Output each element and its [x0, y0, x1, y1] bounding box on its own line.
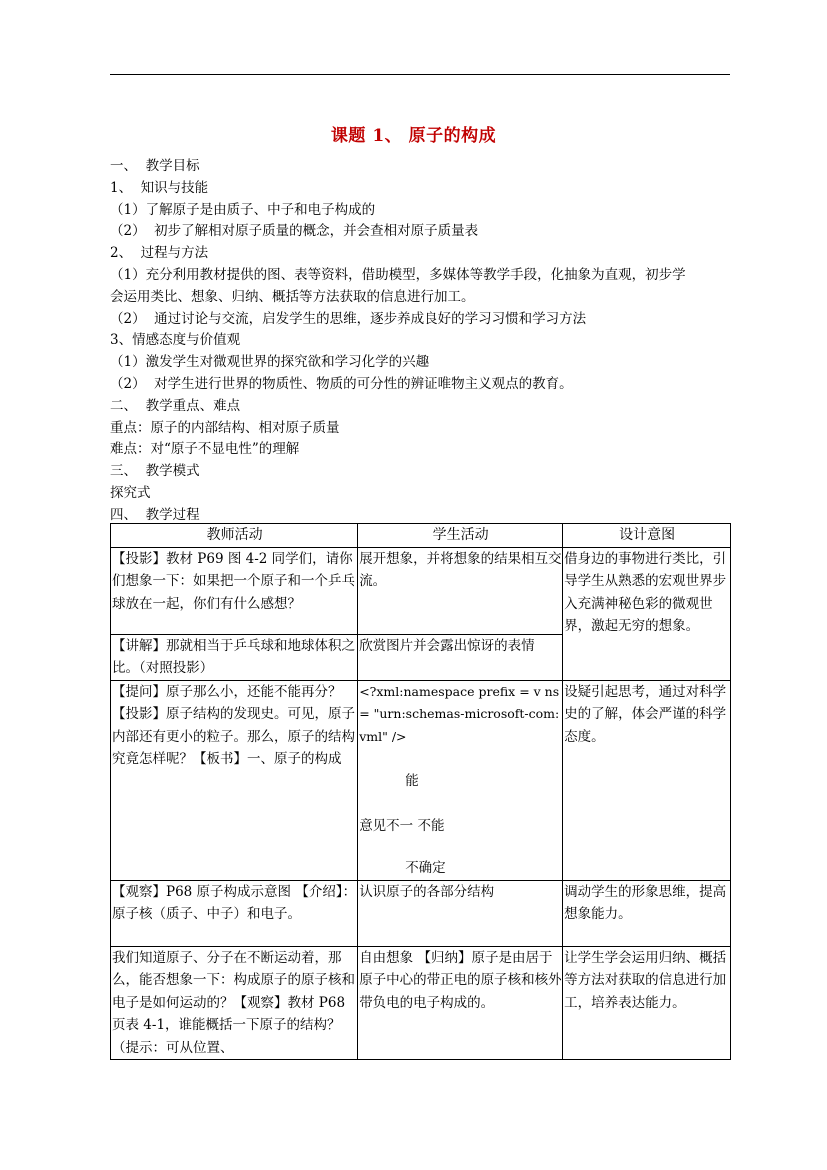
header-teacher: 教师活动 [111, 524, 358, 548]
text-line: 探究式 [110, 484, 151, 501]
cell-student: 展开想象，并将想象的结果相互交流。 [358, 547, 563, 634]
option-unsure: 不确定 [405, 860, 446, 876]
text-line: 二、 教学重点、难点 [110, 397, 241, 414]
cell-design: 设疑引起思考，通过对科学史的了解，体会严谨的科学态度。 [563, 680, 731, 880]
text-line: 一、 教学目标 [110, 158, 200, 174]
table-row [111, 946, 731, 1060]
text-line: 会运用类比、想象、归纳、概括等方法获取的信息进行加工。 [110, 288, 475, 305]
text-line: （1）激发学生对微观世界的探究欲和学习化学的兴趣 [110, 354, 430, 371]
text-line: 四、 教学过程 [110, 506, 200, 523]
table-row [111, 680, 731, 880]
text-line: 2、 过程与方法 [110, 245, 209, 262]
text-line: 三、 教学模式 [110, 463, 200, 480]
table-header-row [111, 524, 731, 548]
cell-teacher: 【观察】P68 原子构成示意图 【介绍】：原子核（质子、中子）和电子。 [111, 880, 358, 946]
cell-student: 欣赏图片并会露出惊讶的表情 [358, 634, 563, 680]
cell-teacher: 【讲解】那就相当于乒乓球和地球体积之比。（对照投影） [111, 634, 358, 680]
cell-teacher: 【提问】原子那么小，还能不能再分？【投影】原子结构的发现史。可见，原子内部还有更小的粒子。那么，原子的结构究竟怎样呢？【板书】一、原子的构成 [111, 680, 358, 880]
table-row [111, 880, 731, 946]
text-line: 重点：原子的内部结构、相对原子质量 [110, 419, 340, 436]
cell-student [358, 680, 563, 880]
cell-design: 借身边的事物进行类比，引导学生从熟悉的宏观世界步入充满神秘色彩的微观世界，激起无穷的想象。 [563, 547, 731, 680]
option-disagree: 意见不一 不能 [359, 817, 445, 834]
cell-teacher: 我们知道原子、分子在不断运动着，那么，能否想象一下：构成原子的原子核和电子是如何运动的？【观察】教材 P68 页表 4-1，谁能概括一下原子的结构？（提示：可从位置、 [111, 946, 358, 1060]
text-line: （1）充分利用教材提供的图、表等资料，借助模型，多媒体等教学手段，化抽象为直观，初步学 [110, 266, 686, 283]
header-design: 设计意图 [563, 524, 731, 548]
header-student: 学生活动 [358, 524, 563, 548]
text-line: （2） 初步了解相对原子质量的概念，并会查相对原子质量表 [110, 223, 479, 240]
table-row [111, 547, 731, 634]
cell-design: 让学生学会运用归纳、概括等方法对获取的信息进行加工，培养表达能力。 [563, 946, 731, 1060]
text-line: （2） 对学生进行世界的物质性、物质的可分性的辨证唯物主义观点的教育。 [110, 375, 573, 392]
cell-design: 调动学生的形象思维，提高想象能力。 [563, 880, 731, 946]
text-line: （1）了解原子是由质子、中子和电子构成的 [110, 201, 376, 218]
cell-student: 自由想象 【归纳】原子是由居于原子中心的带正电的原子核和核外带负电的电子构成的。 [358, 946, 563, 1060]
text-line: 难点：对“原子不显电性”的理解 [110, 441, 300, 458]
text-line: 1、 知识与技能 [110, 179, 209, 196]
cell-student: 认识原子的各部分结构 [358, 880, 563, 946]
text-line: 3、情感态度与价值观 [110, 332, 241, 349]
header-rule [110, 74, 730, 75]
cell-teacher: 【投影】教材 P69 图 4-2 同学们，请你们想象一下：如果把一个原子和一个乒乓球放在一起，你们有什么感想？ [111, 547, 358, 634]
teaching-process-table [110, 523, 731, 1060]
page-title: 课题 1、 原子的构成 [330, 126, 497, 146]
option-yes: 能 [405, 773, 419, 789]
body-text [110, 156, 730, 527]
xml-namespace-text: <?xml:namespace prefix = v ns = "urn:schemas-microsoft-com:vml" /> [359, 683, 560, 744]
text-line: （2） 通过讨论与交流，启发学生的思维，逐步养成良好的学习习惯和学习方法 [110, 310, 587, 327]
